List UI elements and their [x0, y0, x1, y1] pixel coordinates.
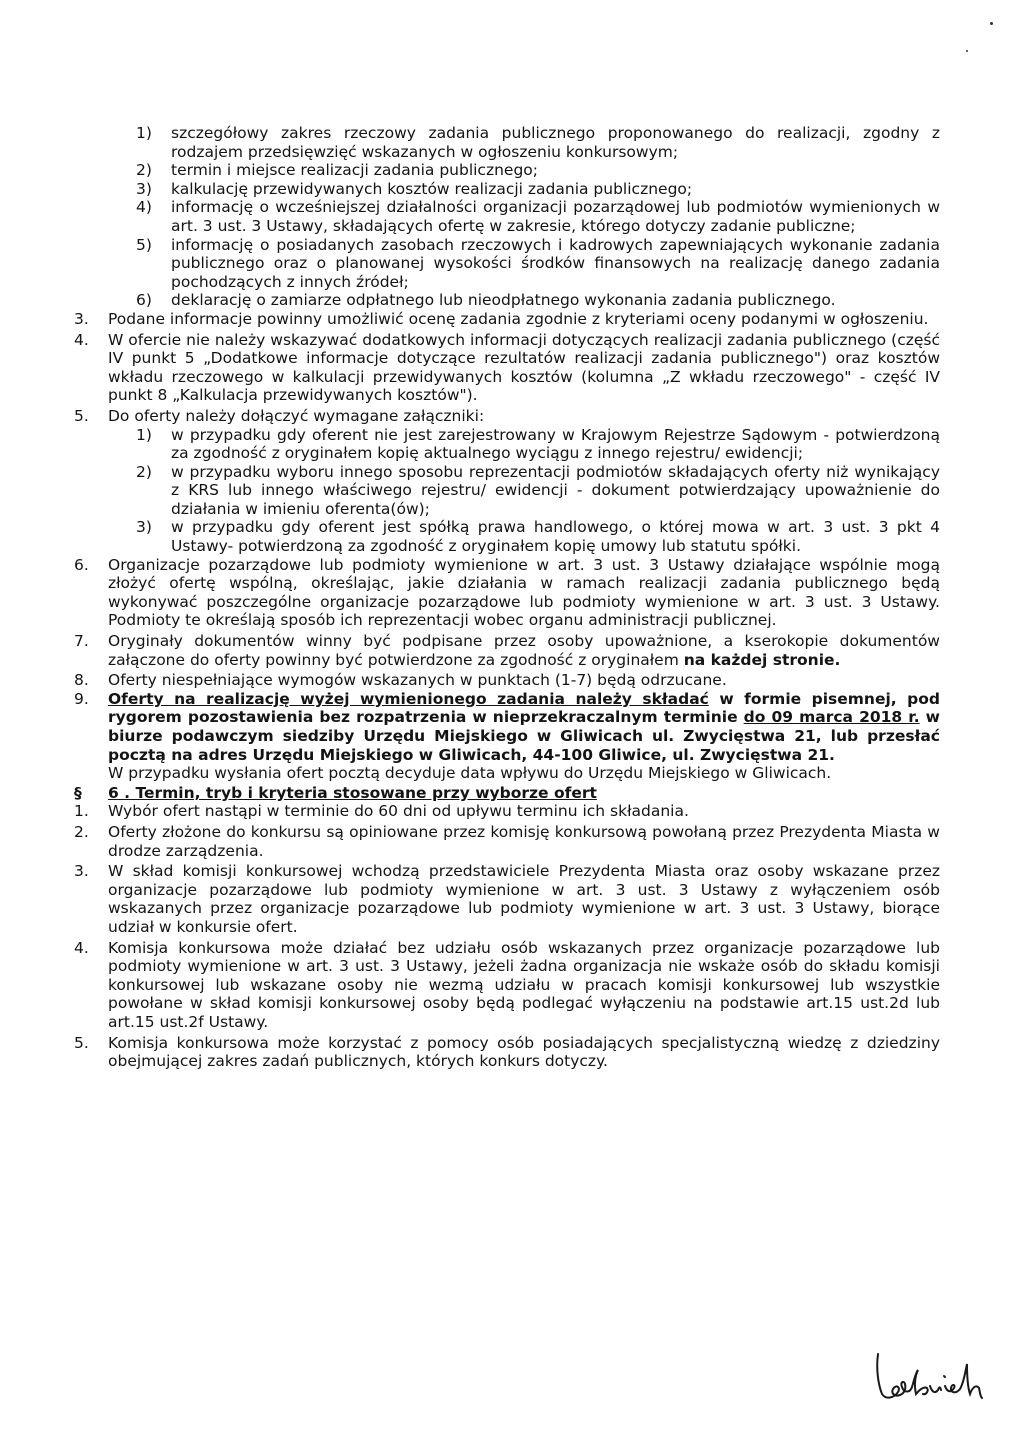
- list-item: [74, 671, 940, 690]
- item-text: Oferty niespełniające wymogów wskazanych w punktach (1-7) będą odrzucane.: [108, 671, 727, 690]
- scan-speck: [990, 22, 993, 25]
- item-number: 8.: [74, 671, 89, 690]
- deadline-text: w formie pisemnej, pod rygorem pozostawienia bez rozpatrzenia w nieprzekraczalnym terminie: [108, 689, 940, 727]
- list-item: [74, 331, 940, 405]
- list-item: [74, 291, 940, 310]
- item-number: 4.: [74, 938, 89, 957]
- list-item: [74, 632, 940, 669]
- list-item: [74, 802, 940, 821]
- deadline-date: do 09 marca 2018 r.: [743, 708, 920, 727]
- item-number: 5): [136, 235, 152, 254]
- list-item: [74, 161, 940, 180]
- list-item: [74, 690, 940, 783]
- submission-address: w biurze podawczym siedziby Urzędu Miejskiego w Gliwicach ul. Zwycięstwa 21, lub przesłać pocztą na adres Urzędu Miejskiego w Gliwicach, 44-100 Gliwice, ul. Zwycięstwa 21.: [108, 708, 940, 764]
- item-text: Komisja konkursowa może działać bez udziału osób wskazanych przez organizacje pozarządowe lub podmioty wymienione w art. 3 ust. 3 Ustawy, jeżeli żadna organizacja nie wskaże osób do składu komisji konkursowej lub wskazane osoby nie wezmą udziału w pracach komisji konkursowej lub wszystkie powołane w skład komisji konkursowej osoby będą podlegać wyłączeniu na podstawie art.15 ust.2d lub art.15 ust.2f Ustawy.: [108, 938, 940, 1031]
- item-text: informację o wcześniejszej działalności organizacji pozarządowej lub podmiotów wymienionych w art. 3 ust. 3 Ustawy, składających ofertę w zakresie, którego dotyczy zadanie publiczne;: [171, 198, 940, 235]
- item-number: 3.: [74, 309, 89, 328]
- list-item: [74, 310, 940, 329]
- attachments-list: [74, 426, 940, 556]
- item-text: w przypadku gdy oferent jest spółką prawa handlowego, o której mowa w art. 3 ust. 3 pkt 4 Ustawy- potwierdzoną za zgodność z oryginałem kopię umowy lub statutu spółki.: [171, 518, 940, 556]
- list-item: [74, 939, 940, 1032]
- item-number: 9.: [74, 689, 89, 708]
- offer-contents-list: [74, 124, 940, 310]
- item-number: 2.: [74, 822, 89, 841]
- item-text: Organizacje pozarządowe lub podmioty wymienione w art. 3 ust. 3 Ustawy działające wspólnie mogą złożyć ofertę wspólną, określając, jakie działania w ramach realizacji zadania publicznego będą wykonywać poszczególne organizacje pozarządowe lub podmioty wymienione w art. 3 ust. 3 Ustawy. Podmioty te określają sposób ich reprezentacji wobec organu administracji publicznej.: [108, 555, 940, 630]
- item-text: Do oferty należy dołączyć wymagane załączniki:: [108, 406, 485, 425]
- list-item: [74, 463, 940, 519]
- list-item: [74, 1034, 940, 1071]
- item-text: Oferty złożone do konkursu są opiniowane przez komisję konkursową powołaną przez Prezydenta Miasta w drodze zarządzenia.: [108, 822, 940, 860]
- item-number: 6): [136, 291, 152, 310]
- deadline-heading: Oferty na realizację wyżej wymienionego zadania należy składać: [108, 689, 709, 708]
- item-text: w przypadku gdy oferent nie jest zarejestrowany w Krajowym Rejestrze Sądowym - potwierdzoną za zgodność z oryginałem kopię aktualnego wyciągu z innego rejestru/ ewidencji;: [171, 425, 940, 463]
- item-text: deklarację o zamiarze odpłatnego lub nieodpłatnego wykonania zadania publicznego.: [171, 291, 836, 310]
- item-text: szczegółowy zakres rzeczowy zadania publicznego proponowanego do realizacji, zgodny z rodzajem przedsięwzięć wskazanych w ogłoszeniu konkursowym;: [171, 124, 940, 161]
- list-item: [74, 426, 940, 463]
- item-number: 3.: [74, 862, 89, 881]
- item-text: w przypadku wyboru innego sposobu reprezentacji podmiotów składających oferty niż wynikający z KRS lub innego właściwego rejestru/ ewidencji - dokument potwierdzający upoważnienie do działania w imieniu oferenta(ów);: [171, 462, 940, 518]
- item-number: 3): [136, 518, 152, 537]
- list-item: [74, 124, 940, 161]
- handwritten-signature: [872, 1346, 992, 1406]
- list-item: [74, 518, 940, 555]
- list-item: [74, 198, 940, 235]
- list-item: [74, 823, 940, 860]
- item-text: Wybór ofert nastąpi w terminie do 60 dni od upływu terminu ich składania.: [108, 802, 689, 821]
- list-item: [74, 407, 940, 426]
- item-number: 3): [136, 179, 152, 198]
- item-number: 6.: [74, 555, 89, 574]
- item-number: 2): [136, 462, 152, 481]
- list-item: [74, 862, 940, 936]
- item-text: Oryginały dokumentów winny być podpisane przez osoby upoważnione, a kserokopie dokumentów załączone do oferty powinny być potwierdzone za zgodność z oryginałem: [108, 632, 940, 669]
- list-item: [74, 236, 940, 292]
- item-number: 5.: [74, 406, 89, 425]
- item-number: 2): [136, 161, 152, 180]
- item-emphasis: na każdej stronie.: [683, 650, 841, 669]
- list-item: [74, 556, 940, 630]
- item-text: Komisja konkursowa może korzystać z pomocy osób posiadających specjalistyczną wiedzę z dziedziny obejmującej zakres zadań publicznych, których konkurs dotyczy.: [108, 1033, 940, 1071]
- postal-note: W przypadku wysłania ofert pocztą decyduje data wpływu do Urzędu Miejskiego w Gliwicach.: [108, 764, 832, 783]
- item-text: Podane informacje powinny umożliwić ocenę zadania zgodnie z kryteriami oceny podanymi w ogłoszeniu.: [108, 309, 929, 328]
- item-number: 1.: [74, 802, 89, 821]
- item-number: 4): [136, 198, 152, 217]
- item-text: kalkulację przewidywanych kosztów realizacji zadania publicznego;: [171, 179, 693, 198]
- item-number: 4.: [74, 330, 89, 349]
- item-text: W skład komisji konkursowej wchodzą przedstawiciele Prezydenta Miasta oraz osoby wskazane przez organizacje pozarządowe lub podmioty wymienione w art. 3 ust. 3 Ustawy z wyłączeniem osób wskazanych przez organizacje pozarządowe lub podmioty wymienione w art. 3 ust. 3 Ustawy, biorące udział w konkursie ofert.: [108, 862, 940, 936]
- section-sign: §: [74, 783, 82, 802]
- list-item: [74, 180, 940, 199]
- item-number: 1): [136, 124, 152, 142]
- scan-speck: [966, 50, 968, 52]
- item-number: 5.: [74, 1033, 89, 1052]
- section-title: 6 . Termin, tryb i kryteria stosowane przy wyborze ofert: [108, 783, 597, 802]
- document-body: [74, 124, 940, 1071]
- section-heading: [74, 784, 940, 803]
- selection-rules-list: [74, 802, 940, 1070]
- item-text: informację o posiadanych zasobach rzeczowych i kadrowych zapewniających wykonanie zadania publicznego oraz o planowanej wysokości środków finansowych na realizację danego zadania pochodzących z innych źródeł;: [171, 235, 940, 291]
- item-number: 7.: [74, 632, 89, 651]
- item-number: 1): [136, 425, 152, 444]
- item-text: termin i miejsce realizacji zadania publicznego;: [171, 161, 538, 180]
- item-text: W ofercie nie należy wskazywać dodatkowych informacji dotyczących realizacji zadania publicznego (część IV punkt 5 „Dodatkowe informacje dotyczące rezultatów realizacji zadania publicznego") oraz kosztów wkładu rzeczowego w kalkulacji przewidywanych kosztów (kolumna „Z wkładu rzeczowego" - część IV punkt 8 „Kalkulacja przewidywanych kosztów").: [108, 330, 940, 405]
